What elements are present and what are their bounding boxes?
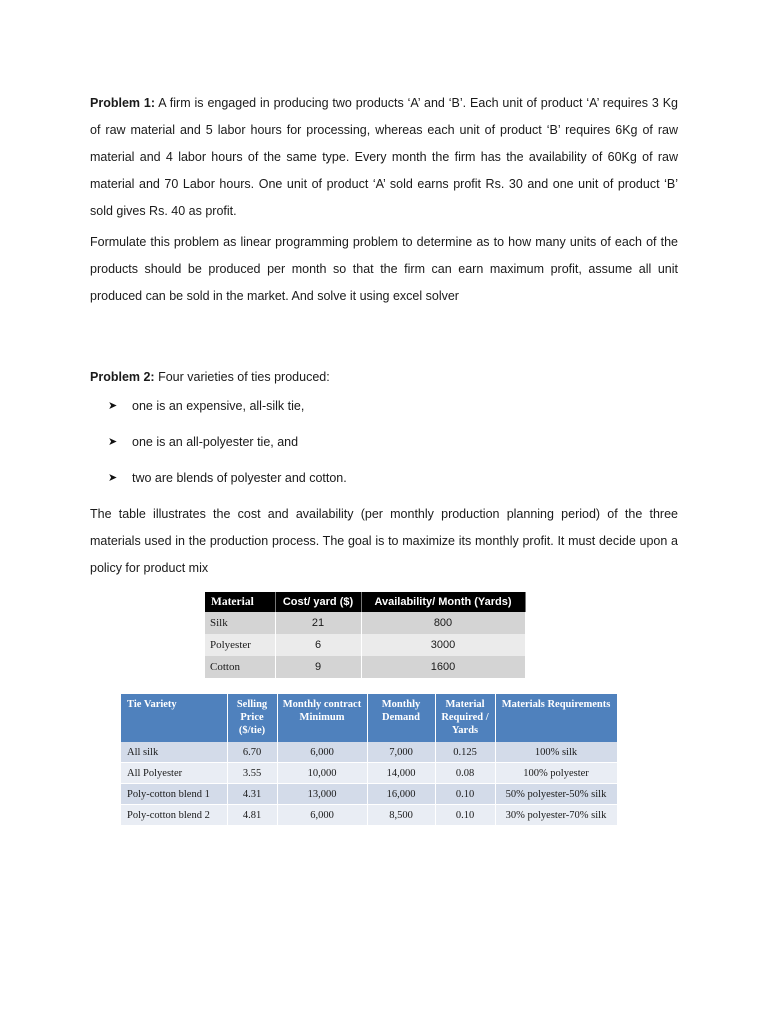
- problem2-description: The table illustrates the cost and availability (per monthly production planning period) of the three materials used in the production process. The goal is to maximize its monthly profit. It must decide upon a policy for product mix: [90, 507, 678, 575]
- problem1-paragraph: [90, 90, 678, 225]
- table-cell: All Polyester: [121, 763, 227, 784]
- table-cell: 6.70: [227, 742, 277, 763]
- column-header: Selling Price ($/tie): [227, 694, 277, 742]
- list-item: [108, 433, 678, 451]
- list-item-text: two are blends of polyester and cotton.: [132, 471, 347, 485]
- problem2-text: Four varieties of ties produced:: [158, 370, 330, 384]
- table-cell: Cotton: [205, 656, 275, 678]
- table-cell: Polyester: [205, 634, 275, 656]
- table-cell: 13,000: [277, 784, 367, 805]
- table-cell: 1600: [361, 656, 525, 678]
- table-cell: 4.81: [227, 805, 277, 826]
- table-cell: 21: [275, 612, 361, 634]
- table-cell: 3.55: [227, 763, 277, 784]
- table-cell: 4.31: [227, 784, 277, 805]
- table-cell: 10,000: [277, 763, 367, 784]
- table-cell: 8,500: [367, 805, 435, 826]
- table-cell: 6,000: [277, 742, 367, 763]
- table-row: [121, 784, 617, 805]
- column-header: Monthly contract Minimum: [277, 694, 367, 742]
- table-cell: Poly-cotton blend 2: [121, 805, 227, 826]
- table-cell: 100% polyester: [495, 763, 617, 784]
- table-cell: 0.10: [435, 784, 495, 805]
- material-table: [205, 592, 526, 678]
- table-row: [121, 742, 617, 763]
- problem1-text: A firm is engaged in producing two products ‘A’ and ‘B’. Each unit of product ‘A’ requires 3 Kg of raw material and 5 labor hours for processing, whereas each unit of product ‘B’ requires 6Kg of raw material and 4 labor hours of the same type. Every month the firm has the availability of 60Kg of raw material and 70 Labor hours. One unit of product ‘A’ sold earns profit Rs. 30 and one unit of product ‘B’ sold gives Rs. 40 as profit.: [90, 96, 678, 218]
- table-row: [205, 612, 525, 634]
- column-header: Cost/ yard ($): [275, 592, 361, 612]
- arrow-bullet-icon: ➤: [108, 400, 118, 412]
- table-cell: Poly-cotton blend 1: [121, 784, 227, 805]
- table-row: [121, 763, 617, 784]
- table-header-row: [121, 694, 617, 742]
- table-cell: 7,000: [367, 742, 435, 763]
- arrow-bullet-icon: ➤: [108, 472, 118, 484]
- table-cell: 100% silk: [495, 742, 617, 763]
- column-header: Availability/ Month (Yards): [361, 592, 525, 612]
- table-cell: All silk: [121, 742, 227, 763]
- table-cell: 800: [361, 612, 525, 634]
- column-header: Tie Variety: [121, 694, 227, 742]
- table-cell: 16,000: [367, 784, 435, 805]
- problem1-label: Problem 1:: [90, 96, 156, 110]
- table-cell: 6: [275, 634, 361, 656]
- list-item: [108, 469, 678, 487]
- tie-variety-list: [108, 397, 678, 487]
- list-item-text: one is an expensive, all-silk tie,: [132, 399, 305, 413]
- table-cell: 50% polyester-50% silk: [495, 784, 617, 805]
- problem2-paragraph: [90, 364, 678, 391]
- table-cell: 6,000: [277, 805, 367, 826]
- column-header: Material: [205, 592, 275, 612]
- arrow-bullet-icon: ➤: [108, 436, 118, 448]
- column-header: Materials Requirements: [495, 694, 617, 742]
- list-item: [108, 397, 678, 415]
- table-row: [121, 805, 617, 826]
- tie-variety-table: [121, 694, 618, 826]
- table-cell: 0.10: [435, 805, 495, 826]
- table-cell: Silk: [205, 612, 275, 634]
- table-header-row: [205, 592, 525, 612]
- table-cell: 0.08: [435, 763, 495, 784]
- column-header: Material Required / Yards: [435, 694, 495, 742]
- column-header: Monthly Demand: [367, 694, 435, 742]
- list-item-text: one is an all-polyester tie, and: [132, 435, 299, 449]
- problem2-label: Problem 2:: [90, 370, 155, 384]
- table-cell: 3000: [361, 634, 525, 656]
- table-cell: 30% polyester-70% silk: [495, 805, 617, 826]
- table-cell: 14,000: [367, 763, 435, 784]
- table-cell: 9: [275, 656, 361, 678]
- table-cell: 0.125: [435, 742, 495, 763]
- table-row: [205, 634, 525, 656]
- table-row: [205, 656, 525, 678]
- document-page: [90, 90, 678, 582]
- problem1-formulate: Formulate this problem as linear programming problem to determine as to how many units of each of the products should be produced per month so that the firm can earn maximum profit, assume all unit produced can be sold in the market. And solve it using excel solver: [90, 235, 678, 303]
